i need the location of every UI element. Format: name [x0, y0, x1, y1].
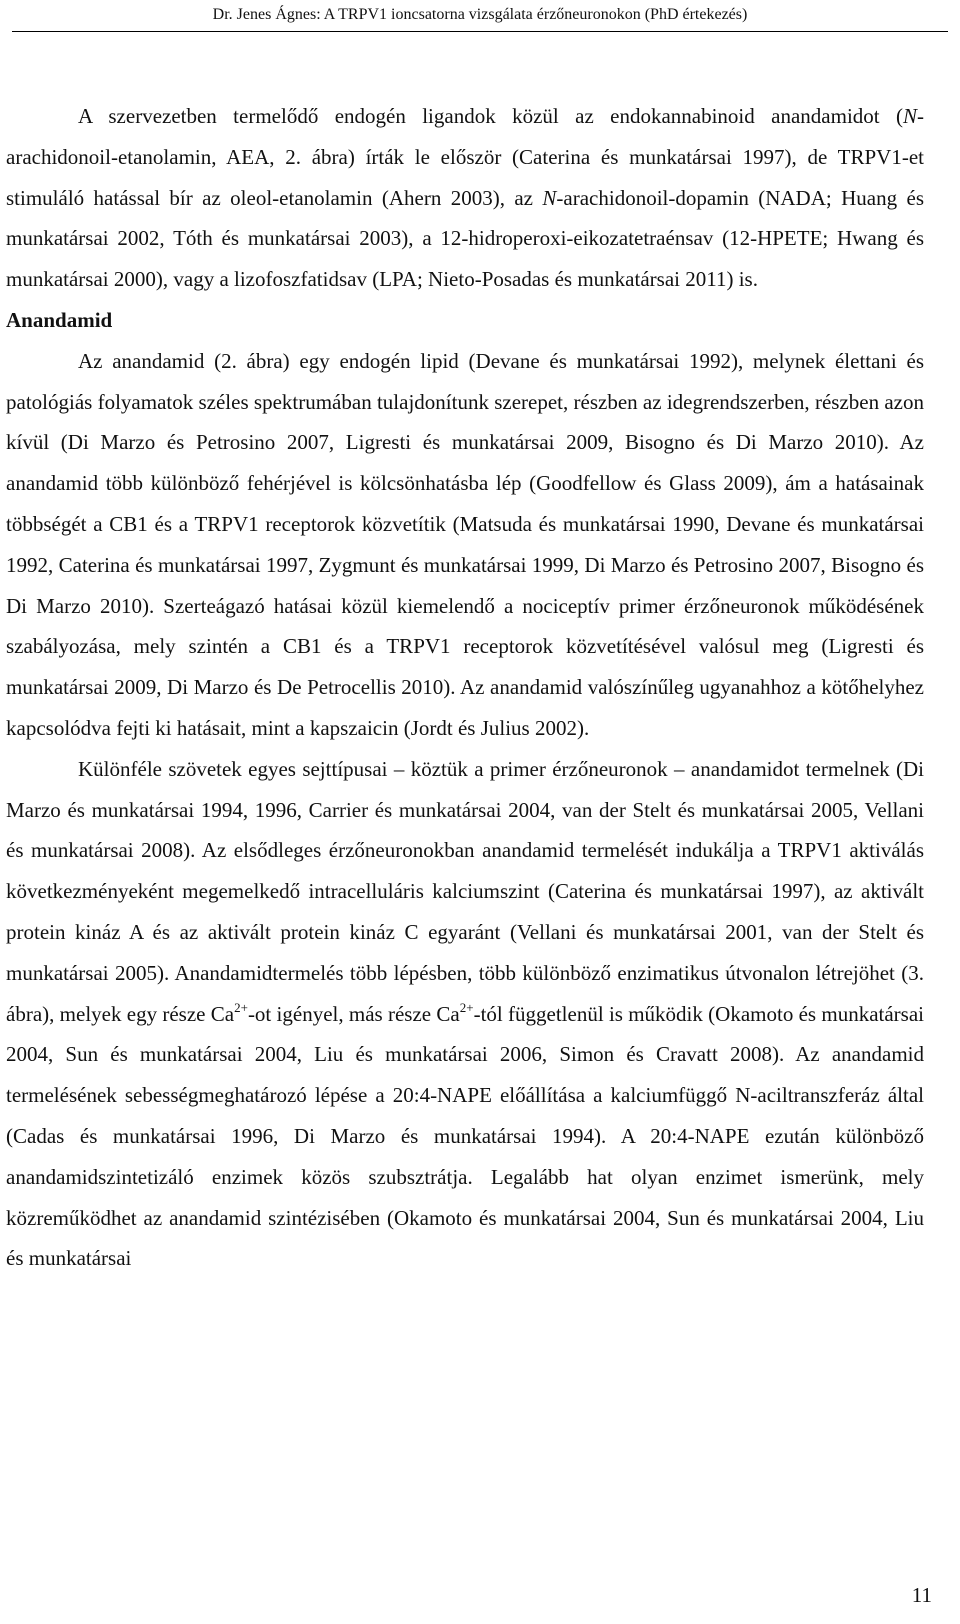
header-divider [12, 31, 948, 32]
text-run: A szervezetben termelődő endogén ligandok közül az endokannabinoid anandamidot ( [78, 104, 903, 128]
section-heading: Anandamid [6, 307, 113, 332]
page-body [6, 96, 924, 1279]
superscript: 2+ [459, 999, 474, 1015]
italic-n: N [542, 185, 557, 210]
running-title: Dr. Jenes Ágnes: A TRPV1 ioncsatorna vizsgálata érzőneuronokon (PhD értekezés) [212, 6, 748, 23]
text-run: -tól függetlenül is működik (Okamoto és munkatársai 2004, Sun és munkatársai 2004, Liu és munkatársai 2006, Simon és Cravatt 2008). Az anandamid termelésének sebességmeghatározó lépése a 20:4-NAPE előállítása a kalciumfüggő N-aciltranszferáz által (Cadas és munkatársai 1996, Di Marzo és munkatársai 1994). A 20:4-NAPE ezután különböző anandamidszintetizáló enzimek közös szubsztrátja. Legalább hat olyan enzimet ismerünk, mely közreműködhet az anandamid szintézisében (Okamoto és munkatársai 2004, Sun és munkatársai 2004, Liu és munkatársai [6, 1001, 925, 1271]
paragraph-anandamid: Az anandamid (2. ábra) egy endogén lipid (Devane és munkatársai 1992), melynek élettani és patológiás folyamatok széles spektrumában tulajdonítunk szerepet, részben az idegrendszerben, részben azon kívül (Di Marzo és Petrosino 2007, Ligresti és munkatársai 2009, Bisogno és Di Marzo 2010). Az anandamid több különböző fehérjével is kölcsönhatásba lép (Goodfellow és Glass 2009), ám a hatásainak többségét a CB1 és a TRPV1 receptorok közvetítik (Matsuda és munkatársai 1990, Devane és munkatársai 1992, Caterina és munkatársai 1997, Zygmunt és munkatársai 1999, Di Marzo és Petrosino 2007, Bisogno és Di Marzo 2010). Szerteágazó hatásai közül kiemelendő a nociceptív primer érzőneuronok működésének szabályozása, mely szintén a CB1 és a TRPV1 receptorok közvetítésével valósul meg (Ligresti és munkatársai 2009, Di Marzo és De Petrocellis 2010). Az anandamid valószínűleg ugyanahhoz a kötőhelyhez kapcsolódva fejti ki hatásait, mint a kapszaicin (Jordt és Julius 2002). [6, 348, 924, 740]
text-run: Különféle szövetek egyes sejttípusai – köztük a primer érzőneuronok – anandamidot termelnek (Di Marzo és munkatársai 1994, 1996, Carrier és munkatársai 2004, van der Stelt és munkatársai 2005, Vellani és munkatársai 2008). Az elsődleges érzőneuronokban anandamid termelését indukálja a TRPV1 aktiválás következményeként megemelkedő intracelluláris kalciumszint (Caterina és munkatársai 1997), az aktivált protein kináz A és az aktivált protein kináz C egyaránt (Vellani és munkatársai 2001, van der Stelt és munkatársai 2005). Anandamidtermelés több lépésben, több különböző enzimatikus útvonalon létrejöhet (3. ábra), melyek egy része Ca [6, 756, 924, 1026]
superscript: 2+ [234, 999, 248, 1015]
text-run: -arachidonoil-dopamin (NADA; Huang és munkatársai 2002, Tóth és munkatársai 2003), a 12-hidroperoxi-eikozatetraénsav (12-HPETE; Hwang és munkatársai 2000), vagy a lizofoszfatidsav (LPA; Nieto-Posadas és munkatársai 2011) is. [6, 185, 924, 292]
paragraph-intro [6, 96, 924, 300]
paragraph-synthesis [6, 749, 924, 1279]
text-run: -ot igényel, más része Ca [247, 1001, 460, 1026]
running-header [0, 0, 960, 30]
italic-n: N [902, 104, 917, 128]
text-run: -arachidonoil-etanolamin, AEA, 2. ábra) írták le először (Caterina és munkatársai 1997), de TRPV1-et stimuláló hatással bír az oleol-etanolamin (Ahern 2003), az [6, 104, 924, 210]
page-number: 11 [911, 1583, 932, 1607]
